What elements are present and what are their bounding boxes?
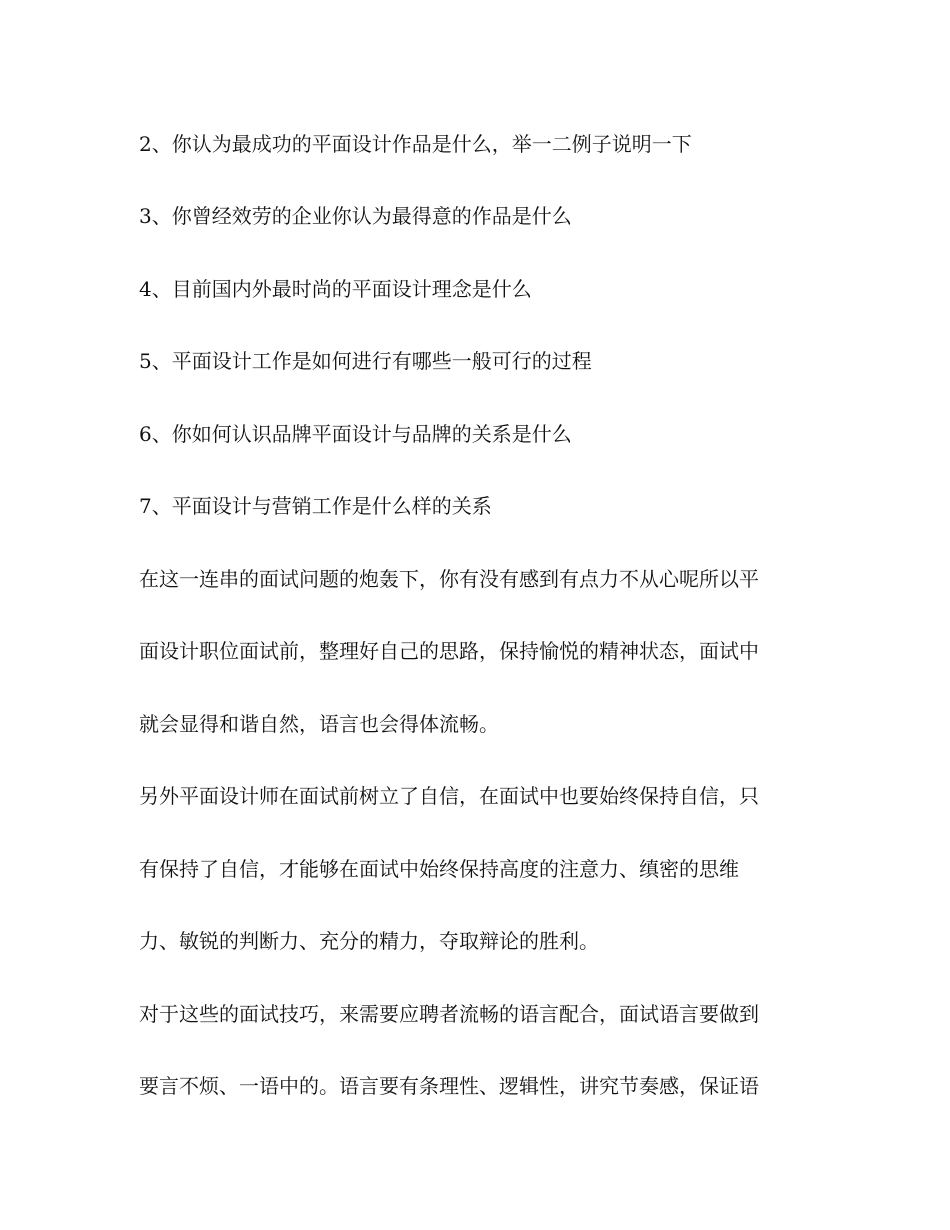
paragraph-2-line-3: 力、敏锐的判断力、充分的精力，夺取辩论的胜利。 [139, 929, 599, 953]
paragraph-3-line-2: 要言不烦、一语中的。语言要有条理性、逻辑性，讲究节奏感，保证语 [139, 1074, 759, 1098]
paragraph-3-line-1: 对于这些的面试技巧，来需要应聘者流畅的语言配合，面试语言要做到 [139, 1002, 759, 1026]
question-item-4: 4、目前国内外最时尚的平面设计理念是什么 [139, 277, 532, 301]
paragraph-2-line-2: 有保持了自信，才能够在面试中始终保持高度的注意力、缜密的思维 [139, 857, 739, 881]
paragraph-1-line-1: 在这一连串的面试问题的炮轰下，你有没有感到有点力不从心呢所以平 [139, 567, 759, 591]
question-item-2: 2、你认为最成功的平面设计作品是什么，举一二例子说明一下 [139, 132, 692, 156]
paragraph-1-line-3: 就会显得和谐自然，语言也会得体流畅。 [139, 712, 499, 736]
question-item-6: 6、你如何认识品牌平面设计与品牌的关系是什么 [139, 422, 572, 446]
paragraph-2-line-1: 另外平面设计师在面试前树立了自信，在面试中也要始终保持自信，只 [139, 784, 759, 808]
question-item-5: 5、平面设计工作是如何进行有哪些一般可行的过程 [139, 349, 592, 373]
question-item-7: 7、平面设计与营销工作是什么样的关系 [139, 494, 492, 518]
paragraph-1-line-2: 面设计职位面试前，整理好自己的思路，保持愉悦的精神状态，面试中 [139, 639, 759, 663]
question-item-3: 3、你曾经效劳的企业你认为最得意的作品是什么 [139, 204, 572, 228]
